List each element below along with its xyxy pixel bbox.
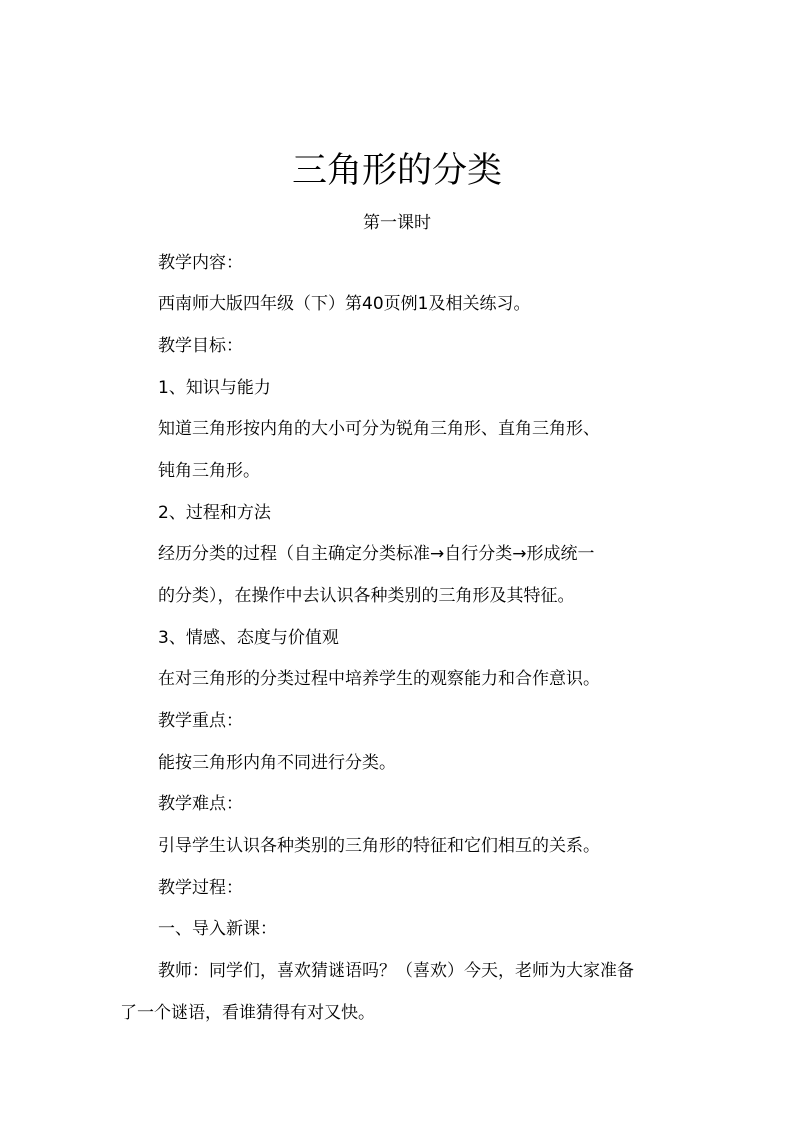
heading-teaching-process: 教学过程：: [158, 878, 243, 898]
heading-teaching-content: 教学内容：: [158, 253, 243, 273]
paragraph-line: 了一个谜语，看谁猜得有对又快。: [120, 1003, 375, 1023]
heading-teaching-goals: 教学目标：: [158, 336, 243, 356]
paragraph-line: 知道三角形按内角的大小可分为锐角三角形、直角三角形、: [158, 419, 600, 439]
heading-difficulties: 教学难点：: [158, 794, 243, 814]
paragraph-line: 的分类），在操作中去认识各种类别的三角形及其特征。: [158, 586, 575, 606]
paragraph-line: 西南师大版四年级（下）第40页例1及相关练习。: [158, 294, 531, 314]
subheading-attitude: 3、情感、态度与价值观: [158, 628, 339, 648]
page-subtitle: 第一课时: [363, 213, 431, 233]
page-title: 三角形的分类: [291, 151, 502, 191]
subheading-knowledge: 1、知识与能力: [158, 378, 271, 398]
subheading-process: 2、过程和方法: [158, 503, 271, 523]
paragraph-line: 能按三角形内角不同进行分类。: [158, 753, 396, 773]
paragraph-line: 教师：同学们，喜欢猜谜语吗？（喜欢）今天，老师为大家准备: [158, 961, 634, 981]
paragraph-line: 在对三角形的分类过程中培养学生的观察能力和合作意识。: [158, 669, 600, 689]
paragraph-line: 钝角三角形。: [158, 461, 260, 481]
paragraph-line: 经历分类的过程（自主确定分类标准→自行分类→形成统一: [158, 544, 595, 564]
heading-key-points: 教学重点：: [158, 711, 243, 731]
subheading-introduction: 一、导入新课：: [158, 919, 277, 939]
paragraph-line: 引导学生认识各种类别的三角形的特征和它们相互的关系。: [158, 836, 600, 856]
